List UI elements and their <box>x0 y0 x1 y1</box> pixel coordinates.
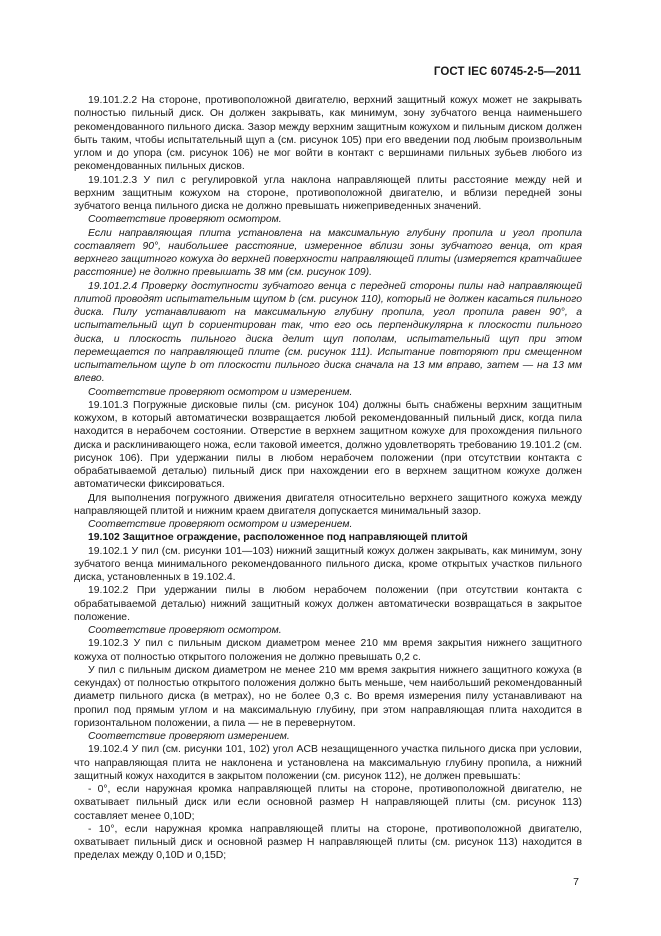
paragraph: 19.102.2 При удержании пилы в любом нерабочем положении (при отсутствии контакта с обрабатываемой деталью) нижний защитный кожух должен автоматически возвращаться в закрытое положение. <box>74 585 582 623</box>
paragraph: Соответствие проверяют осмотром. <box>88 214 282 226</box>
list-item: - 10°, если наружная кромка направляющей плиты на стороне, противоположной двигателю, охватывает пильный диск и основной размер H направляющей плиты (см. рисунок 113) находится в пределах между 0,10D и 0,15D; <box>74 823 582 862</box>
section-heading: 19.102 Защитное ограждение, расположенное под направляющей плитой <box>88 532 468 544</box>
page-number: 7 <box>573 876 579 888</box>
paragraph: Если направляющая плита установлена на максимальную глубину пропила и угол пропила составляет 90°, наибольшее расстояние, измеренное вблизи зоны зубчатого венца, от края верхнего защитного кожуха до верхней поверхности направляющей плиты (измеряется кратчайшее расстояние) не должно превышать 38 мм (см. рисунок 109). <box>74 227 582 279</box>
paragraph: 19.102.1 У пил (см. рисунки 101—103) нижний защитный кожух должен закрывать, как минимум, зону зубчатого венца минимального рекомендованного пильного диска, кроме открытых участков пильного диска, установленных в 19.102.4. <box>74 545 582 583</box>
paragraph: 19.101.2.4 Проверку доступности зубчатого венца с передней стороны пилы над направляющей плитой проводят испытательным щупом b (см. рисунок 110), который не должен касаться пильного диска. Пилу устанавливают на максимальную глубину пропила, угол пропила равен 90°, а испытательный щуп b сориентирован так, что его ось перпендикулярна к плоскости пильного диска, и плоскость пильного диска делит щуп пополам, испытательный щуп при этом перемещается по направляющей плите (см. рисунок 111). Испытание повторяют при смещенном испытательном щупе b от плоскости пильного диска сначала на 13 мм вправо, затем — на 13 мм влево. <box>74 280 582 385</box>
paragraph: 19.101.3 Погружные дисковые пилы (см. рисунок 104) должны быть снабжены верхним защитным кожухом, в который автоматически возвращается любой рекомендованный пильный диск, когда пила находится в нерабочем состоянии. Отверстие в верхнем защитном кожухе для прохождения пильного диска и расклинивающего ножа, если таковой имеется, должно удовлетворять требованию 19.101.2 (см. рисунок 106). При удержании пилы в любом нерабочем положении (при отсутствии контакта с обрабатываемой деталью) пильный диск при нахождении его в верхнем защитном кожухе должен автоматически фиксироваться. <box>74 399 582 491</box>
paragraph: Соответствие проверяют измерением. <box>88 731 290 742</box>
paragraph: 19.101.2.3 У пил с регулировкой угла наклона направляющей плиты расстояние между ней и верхним защитным кожухом на стороне, противоположной двигателю, и вблизи передней зоны зубчатого венца пильного диска не должно превышать нижеприведенных значений. <box>74 174 582 212</box>
paragraph: Соответствие проверяют осмотром и измерением. <box>88 386 353 398</box>
standard-header: ГОСТ IEC 60745-2-5—2011 <box>433 66 581 78</box>
paragraph: Соответствие проверяют осмотром. <box>88 625 282 636</box>
list-item: - 0°, если наружная кромка направляющей плиты на стороне, противоположной двигателю, не охватывает пильный диск или если основной размер H направляющей плиты (см. рисунок 113) составляет менее 0,10D; <box>74 784 582 822</box>
paragraph: У пил с пильным диском диаметром не менее 210 мм время закрытия нижнего защитного кожуха (в секундах) от полностью открытого положения должно быть меньше, чем наибольший рекомендованный диаметр пильного диска (в метрах), но не более 0,3 с. Во время измерения пилу устанавливают на пропил под прямым углом и на максимальную глубину, при этом направляющая плита находится в горизонтальном положении, а пила — не в перевернутом. <box>74 664 582 729</box>
paragraph: 19.101.2.2 На стороне, противоположной двигателю, верхний защитный кожух может не закрывать полностью пильный диск. Он должен закрывать, как минимум, зону зубчатого венца наименьшего рекомендованного пильного диска. Зазор между верхним защитным кожухом и пильным диском должен быть таким, чтобы испытательный щуп a (см. рисунок 105) при его введении под любым произвольным углом и до упора (см. рисунок 106) не мог войти в контакт с вершинами пильных зубьев любого из рекомендованных пильных дисков. <box>74 95 582 173</box>
paragraph: Для выполнения погружного движения двигателя относительно верхнего защитного кожуха между направляющей плитой и нижним краем двигателя допускается минимальный зазор. <box>74 492 582 517</box>
paragraph: 19.102.4 У пил (см. рисунки 101, 102) угол ACB незащищенного участка пильного диска при условии, что направляющая плита не наклонена и установлена на максимальную глубину пропила, а нижний защитный кожух находится в закрытом положении (см. рисунок 112), не должен превышать: <box>74 744 582 782</box>
paragraph: 19.102.3 У пил с пильным диском диаметром менее 210 мм время закрытия нижнего защитного кожуха от полностью открытого положения не должно превышать 0,2 с. <box>74 638 582 663</box>
document-body <box>74 94 582 863</box>
paragraph: Соответствие проверяют осмотром и измерением. <box>88 519 353 530</box>
